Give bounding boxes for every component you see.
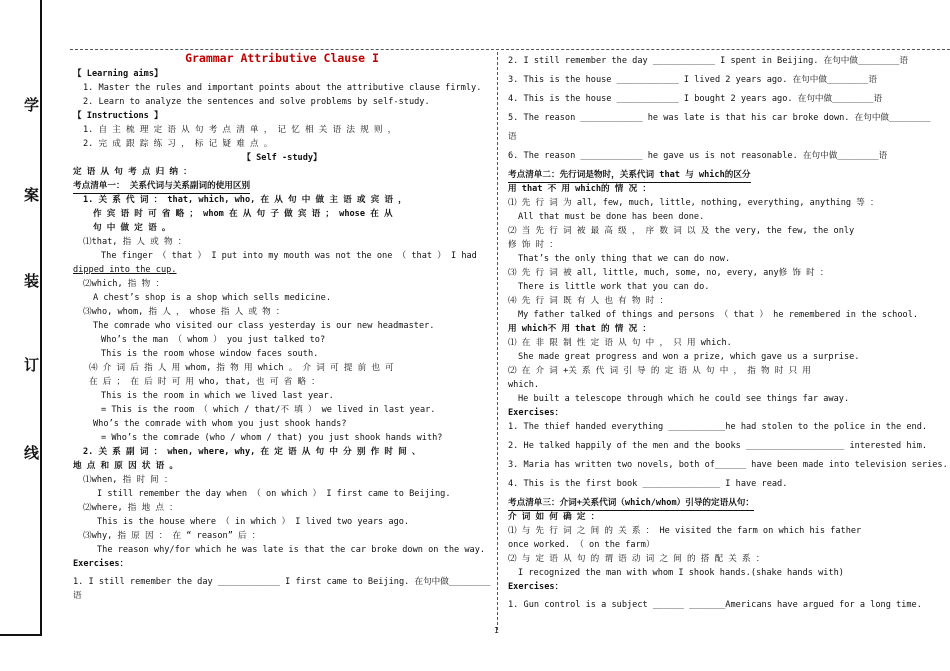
- rule-item: ⑷ 先 行 词 既 有 人 也 有 物 时 ：: [508, 296, 669, 306]
- page-number: 1: [494, 626, 499, 635]
- prep-rule: 在 后 ； 在 后 时 可 用 who, that, 也 可 省 略 ：: [89, 377, 320, 387]
- instruction-item: 1. 自 主 梳 理 定 语 从 句 考 点 清 单 ， 记 忆 相 关 语 法 规 则 ，: [83, 125, 397, 135]
- overview-heading: 定 语 从 句 考 点 归 纳 ：: [73, 167, 192, 177]
- binding-margin: [0, 0, 40, 671]
- prep-example: = Who’s the comrade (who / whom / that) you just shook hands with?: [101, 433, 443, 443]
- exercise-item[interactable]: 5. The reason ____________ he was late is that his car broke down. 在句中做________: [508, 113, 931, 123]
- rule-item-cont: once worked. （ on the farm）: [508, 540, 655, 550]
- who-example: This is the room whose window faces south.: [101, 349, 319, 359]
- exercise-item[interactable]: 1. The thief handed everything ___________he had stolen to the police in the end.: [508, 422, 928, 432]
- where-heading: ⑵where, 指 地 点 ：: [83, 503, 178, 513]
- top-rule: [70, 49, 950, 50]
- rule-item: ⑵ 与 定 语 从 句 的 谓 语 动 词 之 间 的 搭 配 关 系 ：: [508, 554, 765, 564]
- rule-example: My father talked of things and persons （ that ） he remembered in the school.: [518, 310, 919, 320]
- exercise-item[interactable]: 1. I still remember the day ____________ I first came to Beijing. 在句中做________: [73, 577, 491, 587]
- learning-aims-heading: 【 Learning aims】: [73, 69, 163, 79]
- left-column: [73, 51, 491, 603]
- rule-example: She made great progress and won a prize, which gave us a surprise.: [518, 352, 860, 362]
- rule-item: ⑴ 在 非 限 制 性 定 语 从 句 中 ， 只 用 which.: [508, 338, 732, 348]
- right-column: [508, 54, 948, 612]
- instructions-heading: 【 Instructions 】: [73, 111, 163, 121]
- prep-example: Who’s the comrade with whom you just shook hands?: [93, 419, 347, 429]
- rule-item: ⑴ 先 行 词 为 all, few, much, little, nothing, everything, anything 等 ：: [508, 198, 879, 208]
- when-heading: ⑴when, 指 时 间 ：: [83, 475, 173, 485]
- exercise-item-cont: 语: [73, 591, 82, 601]
- when-example: I still remember the day when （ on which ） I first came to Beijing.: [97, 489, 451, 499]
- who-example: Who’s the man （ whom ） you just talked to?: [101, 335, 326, 345]
- rule-item: ⑴ 与 先 行 词 之 间 的 关 系 ： He visited the farm on which his father: [508, 526, 862, 536]
- why-example: The reason why/for which he was late is that the car broke down on the way.: [97, 545, 486, 555]
- that-heading: ⑴that, 指 人 或 物 ：: [83, 237, 187, 247]
- list2-title: 考点清单二：先行词是物时，关系代词 that 与 which的区分: [508, 168, 751, 183]
- list3-title: 考点清单三：介词+关系代词（which/whom）引导的定语从句：: [508, 496, 754, 511]
- only-which-heading: 用 which不 用 that 的 情 况 ：: [508, 324, 651, 334]
- self-study-heading: 【 Self -study】: [242, 153, 322, 163]
- who-example: The comrade who visited our class yesterday is our new headmaster.: [93, 321, 435, 331]
- binding-char: 学: [24, 96, 40, 114]
- binding-corner-line: [0, 634, 42, 636]
- rel-adv-line: 2. 关 系 副 词 ： when, where, why, 在 定 语 从 句 中 分 别 作 时 间 、: [83, 447, 421, 457]
- rel-pron-line: 1. 关 系 代 词 ： that, which, who, 在 从 句 中 做 主 语 或 宾 语 ，: [83, 195, 407, 205]
- binding-char: 订: [24, 356, 40, 374]
- prep-example: This is the room in which we lived last year.: [101, 391, 334, 401]
- list1-title: 考点清单一： 关系代词与关系副词的使用区别: [73, 179, 250, 194]
- instruction-item: 2. 完 成 跟 踪 练 习 ， 标 记 疑 难 点 。: [83, 139, 273, 149]
- that-example: The finger （ that ） I put into my mouth was not the one （ that ） I had: [101, 251, 477, 261]
- exercise-item-cont: 语: [508, 132, 517, 142]
- where-example: This is the house where （ in which ） I lived two years ago.: [97, 517, 410, 527]
- rule-item: ⑵ 在 介 词 +关 系 代 词 引 导 的 定 语 从 句 中 ， 指 物 时 只 用: [508, 366, 811, 376]
- exercise-item[interactable]: 2. He talked happily of the men and the books ___________________ interested him.: [508, 441, 928, 451]
- exercises-heading: Exercises：: [73, 559, 129, 569]
- rel-pron-line: 作 宾 语 时 可 省 略 ； whom 在 从 句 子 做 宾 语 ； whose 在 从: [93, 209, 393, 219]
- column-divider: [497, 52, 498, 630]
- who-heading: ⑶who, whom, 指 人 ， whose 指 人 或 物 ：: [83, 307, 285, 317]
- rule-item-cont: which.: [508, 380, 540, 390]
- exercises-heading: Exercises：: [508, 408, 564, 418]
- rel-adv-line: 地 点 和 原 因 状 语 。: [73, 461, 178, 471]
- page-title: Grammar Attributive Clause I: [185, 51, 379, 65]
- rule-example: All that must be done has been done.: [518, 212, 705, 222]
- rule-example: I recognized the man with whom I shook hands.(shake hands with): [518, 568, 844, 578]
- which-heading: ⑵which, 指 物 ：: [83, 279, 164, 289]
- prep-example: = This is the room （ which / that/不 填 ） we lived in last year.: [101, 405, 436, 415]
- binding-char: 装: [24, 272, 40, 290]
- exercise-item[interactable]: 4. This is the first book _______________ I have read.: [508, 479, 788, 489]
- binding-char: 线: [24, 444, 40, 462]
- exercise-item[interactable]: 3. Maria has written two novels, both of______ have been made into television series.: [508, 460, 948, 470]
- prep-rule: ⑷ 介 词 后 指 人 用 whom, 指 物 用 which 。 介 词 可 提 前 也 可: [89, 363, 394, 373]
- rule-item: ⑶ 先 行 词 被 all, little, much, some, no, every, any修 饰 时 ：: [508, 268, 829, 278]
- exercise-item[interactable]: 4. This is the house ____________ I bought 2 years ago. 在句中做________语: [508, 94, 883, 104]
- exercise-item[interactable]: 3. This is the house ____________ I lived 2 years ago. 在句中做________语: [508, 75, 877, 85]
- exercise-item[interactable]: 1. Gun control is a subject ______ _______Americans have argued for a long time.: [508, 600, 922, 610]
- that-example-cont: dipped into the cup.: [73, 265, 177, 275]
- rule-example: There is little work that you can do.: [518, 282, 710, 292]
- binding-char: 案: [24, 186, 40, 204]
- why-heading: ⑶why, 指 原 因 ： 在 “ reason” 后 ：: [83, 531, 261, 541]
- aim-item: 1. Master the rules and important points about the attributive clause firmly.: [83, 83, 482, 93]
- rule-item-cont: 修 饰 时 ：: [508, 240, 558, 250]
- only-that-heading: 用 that 不 用 which的 情 况 ：: [508, 184, 651, 194]
- exercises-heading: Exercises：: [508, 582, 564, 592]
- aim-item: 2. Learn to analyze the sentences and solve problems by self-study.: [83, 97, 430, 107]
- rule-example: That’s the only thing that we can do now.: [518, 254, 731, 264]
- rule-example: He built a telescope through which he could see things far away.: [518, 394, 850, 404]
- exercise-item[interactable]: 2. I still remember the day ____________ I spent in Beijing. 在句中做________语: [508, 56, 908, 66]
- prep-heading: 介 词 如 何 确 定 ：: [508, 512, 600, 522]
- which-example: A chest’s shop is a shop which sells medicine.: [93, 293, 331, 303]
- rel-pron-line: 句 中 做 定 语 。: [93, 223, 171, 233]
- exercise-item[interactable]: 6. The reason ____________ he gave us is not reasonable. 在句中做________语: [508, 151, 888, 161]
- rule-item: ⑵ 当 先 行 词 被 最 高 级 ， 序 数 词 以 及 the very, the few, the only: [508, 226, 855, 236]
- binding-line: [40, 0, 42, 636]
